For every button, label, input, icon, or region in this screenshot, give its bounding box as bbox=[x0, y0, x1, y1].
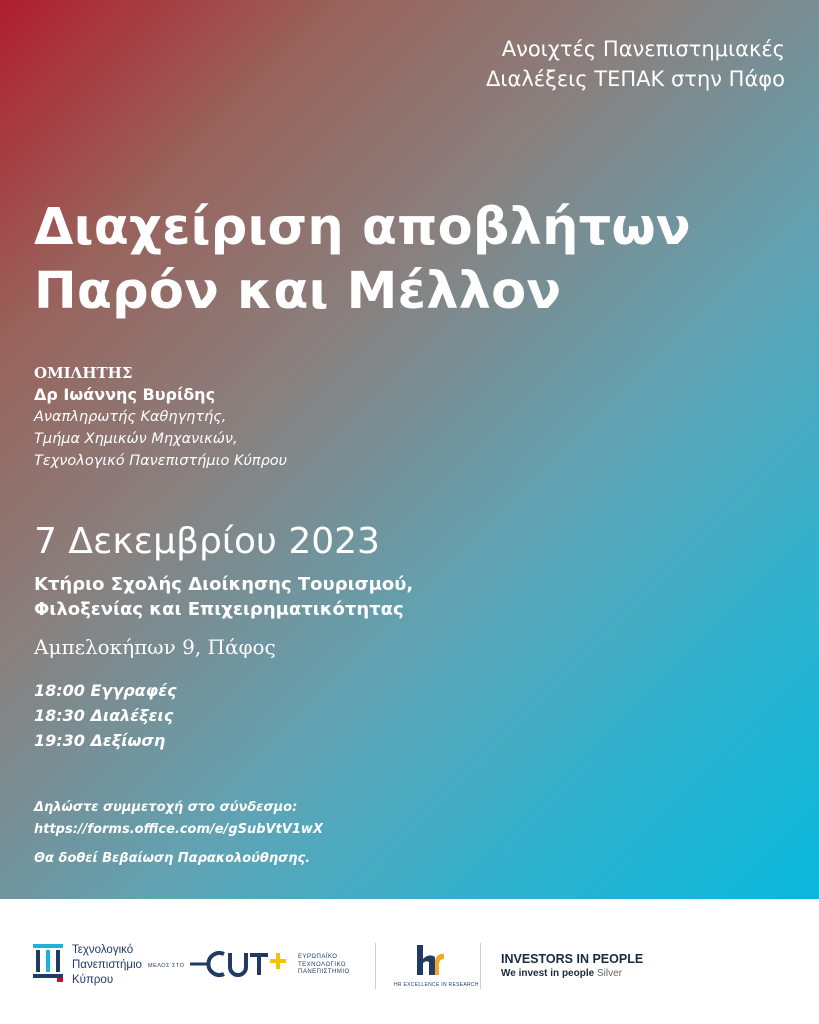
cut-name-line-1: Τεχνολογικό bbox=[72, 944, 134, 956]
certificate-note: Θα δοθεί Βεβαίωση Παρακολούθησης. bbox=[34, 851, 311, 866]
title-line-1: Διαχείριση αποβλήτων bbox=[34, 198, 691, 257]
event-address: Αμπελοκήπων 9, Πάφος bbox=[34, 635, 276, 659]
schedule-item: 19:30 Δεξίωση bbox=[34, 731, 166, 750]
member-of-label: ΜΕΛΟΣ ΣΤΟ bbox=[148, 963, 185, 969]
event-date: 7 Δεκεμβρίου 2023 bbox=[34, 521, 380, 562]
venue-line-2: Φιλοξενίας και Επιχειρηματικότητας bbox=[34, 599, 404, 620]
footer-divider bbox=[480, 943, 481, 989]
hr-excellence-logo-icon bbox=[413, 943, 445, 977]
series-line-1: Ανοιχτές Πανεπιστημιακές bbox=[501, 37, 785, 61]
iip-level: Silver bbox=[596, 968, 622, 979]
speaker-block bbox=[34, 362, 287, 472]
cut-name-line-3: Κύπρου bbox=[72, 974, 114, 986]
footer-logos bbox=[0, 899, 819, 1024]
lecture-title bbox=[34, 196, 691, 324]
iip-title: INVESTORS IN PEOPLE bbox=[501, 952, 644, 966]
event-venue bbox=[34, 572, 413, 622]
iip-tagline: We invest in people bbox=[501, 968, 595, 979]
lecture-series-heading bbox=[486, 34, 785, 94]
iip-tagline-row bbox=[501, 967, 643, 980]
eut-line-1: ΕΥΡΩΠΑΪΚΟ bbox=[298, 954, 338, 960]
registration-link[interactable]: https://forms.office.com/e/gSubVtV1wX bbox=[34, 822, 323, 837]
registration-block bbox=[34, 797, 323, 841]
cut-name-line-2: Πανεπιστήμιο bbox=[72, 959, 142, 971]
schedule-item: 18:00 Εγγραφές bbox=[34, 681, 177, 700]
eut-line-2: ΤΕΧΝΟΛΟΓΙΚΟ bbox=[298, 961, 347, 968]
speaker-role-1: Αναπληρωτής Καθηγητής, bbox=[34, 409, 227, 425]
eut-logo-text bbox=[298, 954, 350, 977]
schedule-item: 18:30 Διαλέξεις bbox=[34, 706, 174, 725]
investors-in-people-logo bbox=[501, 952, 643, 980]
footer-divider bbox=[375, 943, 376, 989]
speaker-role-2: Τμήμα Χημικών Μηχανικών, bbox=[34, 431, 238, 447]
registration-prompt: Δηλώστε συμμετοχή στο σύνδεσμο: bbox=[34, 800, 298, 815]
cut-logo-text bbox=[72, 943, 142, 988]
title-line-2: Παρόν και Μέλλον bbox=[34, 262, 562, 321]
eut-line-3: ΠΑΝΕΠΙΣΤΗΜΙΟ bbox=[298, 969, 350, 975]
speaker-role-3: Τεχνολογικό Πανεπιστήμιο Κύπρου bbox=[34, 453, 288, 469]
event-schedule bbox=[34, 678, 177, 753]
speaker-name: Δρ Ιωάννης Βυρίδης bbox=[34, 385, 216, 404]
speaker-label: ΟΜΙΛΗΤΗΣ bbox=[34, 364, 133, 382]
eut-logo-icon bbox=[190, 947, 292, 981]
venue-line-1: Κτήριο Σχολής Διοίκησης Τουρισμού, bbox=[34, 574, 414, 595]
hr-caption: HR EXCELLENCE IN RESEARCH bbox=[394, 982, 479, 988]
cut-logo-icon bbox=[33, 944, 63, 982]
series-line-2: Διαλέξεις ΤΕΠΑΚ στην Πάφο bbox=[486, 67, 785, 91]
